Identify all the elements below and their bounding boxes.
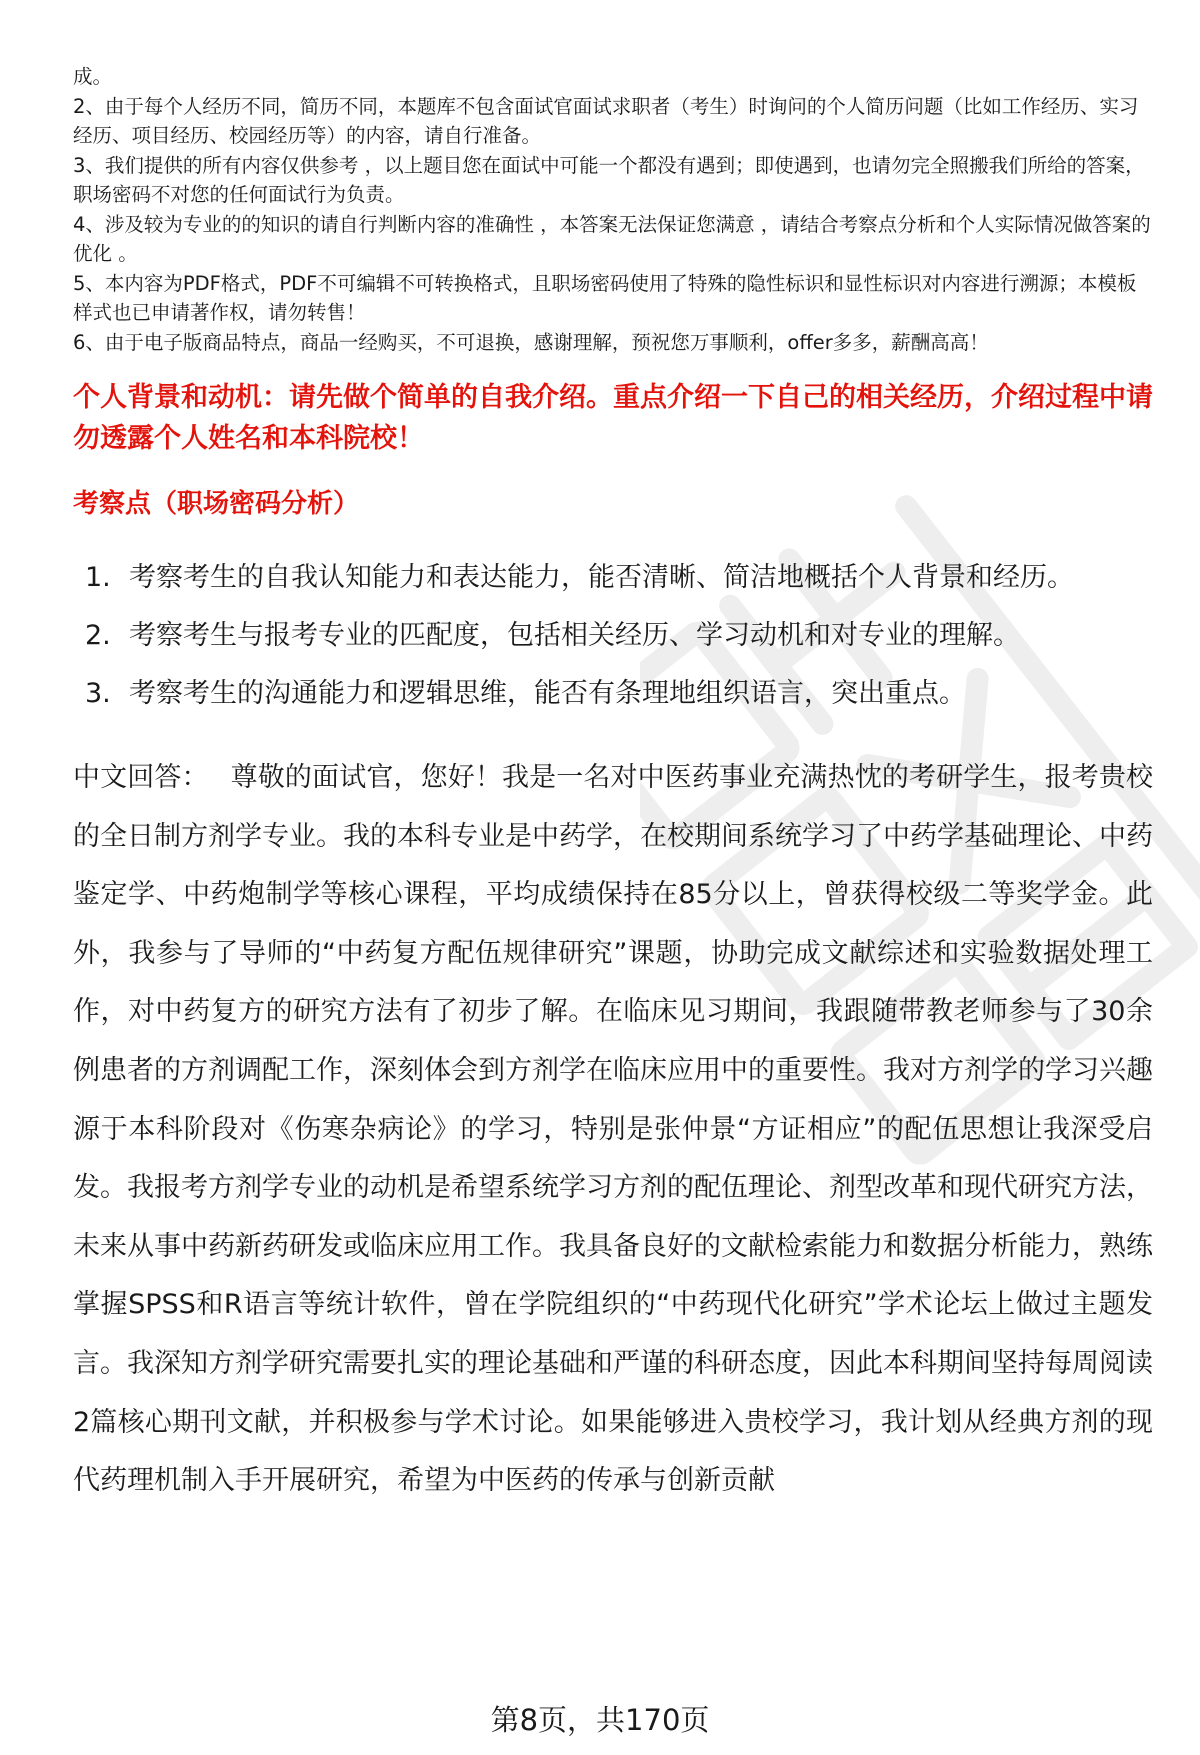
note-line: 5、本内容为PDF格式，PDF不可编辑不可转换格式，且职场密码使用了特殊的隐性标识和显性标识对内容进行溯源；本模板样式也已申请著作权，请勿转售！ <box>73 271 1137 324</box>
answer-label: 中文回答： <box>73 762 209 793</box>
note-line: 6、由于电子版商品特点，商品一经购买，不可退换，感谢理解，预祝您万事顺利，offer多多，薪酬高高！ <box>73 330 989 354</box>
analysis-title: 考察点（职场密码分析） <box>73 489 360 519</box>
point-text: 考察考生与报考专业的匹配度，包括相关经历、学习动机和对专业的理解。 <box>129 620 1020 651</box>
note-line: 4、涉及较为专业的的知识的请自行判断内容的准确性 ，本答案无法保证您满意 ，请结合考察点分析和个人实际情况做答案的优化 。 <box>73 212 1151 265</box>
note-line: 3、我们提供的所有内容仅供参考 ，以上题目您在面试中可能一个都没有遇到；即使遇到，也请勿完全照搬我们所给的答案，职场密码不对您的任何面试行为负责。 <box>73 153 1145 206</box>
analysis-point <box>73 665 1153 723</box>
point-text: 考察考生的沟通能力和逻辑思维，能否有条理地组织语言，突出重点。 <box>129 678 966 709</box>
answer-text: 尊敬的面试官，您好！我是一名对中医药事业充满热忱的考研学生，报考贵校的全日制方剂学专业。我的本科专业是中药学，在校期间系统学习了中药学基础理论、中药鉴定学、中药炮制学等核心课程，平均成绩保持在85分以上，曾获得校级二等奖学金。此外，我参与了导师的“中药复方配伍规律研究”课题，协助完成文献综述和实验数据处理工作，对中药复方的研究方法有了初步了解。在临床见习期间，我跟随带教老师参与了30余例患者的方剂调配工作，深刻体会到方剂学在临床应用中的重要性。我对方剂学的学习兴趣源于本科阶段对《伤寒杂病论》的学习，特别是张仲景“方证相应”的配伍思想让我深受启发。我报考方剂学专业的动机是希望系统学习方剂的配伍理论、剂型改革和现代研究方法，未来从事中药新药研发或临床应用工作。我具备良好的文献检索能力和数据分析能力，熟练掌握SPSS和R语言等统计软件，曾在学院组织的“中药现代化研究”学术论坛上做过主题发言。我深知方剂学研究需要扎实的理论基础和严谨的科研态度，因此本科期间坚持每周阅读2篇核心期刊文献，并积极参与学术讨论。如果能够进入贵校学习，我计划从经典方剂的现代药理机制入手开展研究，希望为中医药的传承与创新贡献 <box>73 762 1154 1497</box>
answer-paragraph <box>73 749 1153 1511</box>
point-text: 考察考生的自我认知能力和表达能力，能否清晰、简洁地概括个人背景和经历。 <box>129 562 1074 593</box>
note-line: 2、由于每个人经历不同，简历不同，本题库不包含面试官面试求职者（考生）时询问的个人简历问题（比如工作经历、实习经历、项目经历、校园经历等）的内容，请自行准备。 <box>73 94 1139 147</box>
analysis-point <box>73 607 1153 665</box>
point-number: 3. <box>85 678 111 709</box>
document-page <box>73 62 1153 1511</box>
page-footer: 第8页，共170页 <box>490 1703 710 1737</box>
analysis-point <box>73 549 1153 607</box>
notes-section <box>73 62 1153 357</box>
note-line: 成。 <box>73 65 113 88</box>
point-number: 1. <box>85 562 111 593</box>
point-number: 2. <box>85 620 111 651</box>
question-heading: 个人背景和动机：请先做个简单的自我介绍。重点介绍一下自己的相关经历，介绍过程中请勿透露个人姓名和本科院校！ <box>73 382 1153 454</box>
analysis-points <box>73 549 1153 723</box>
